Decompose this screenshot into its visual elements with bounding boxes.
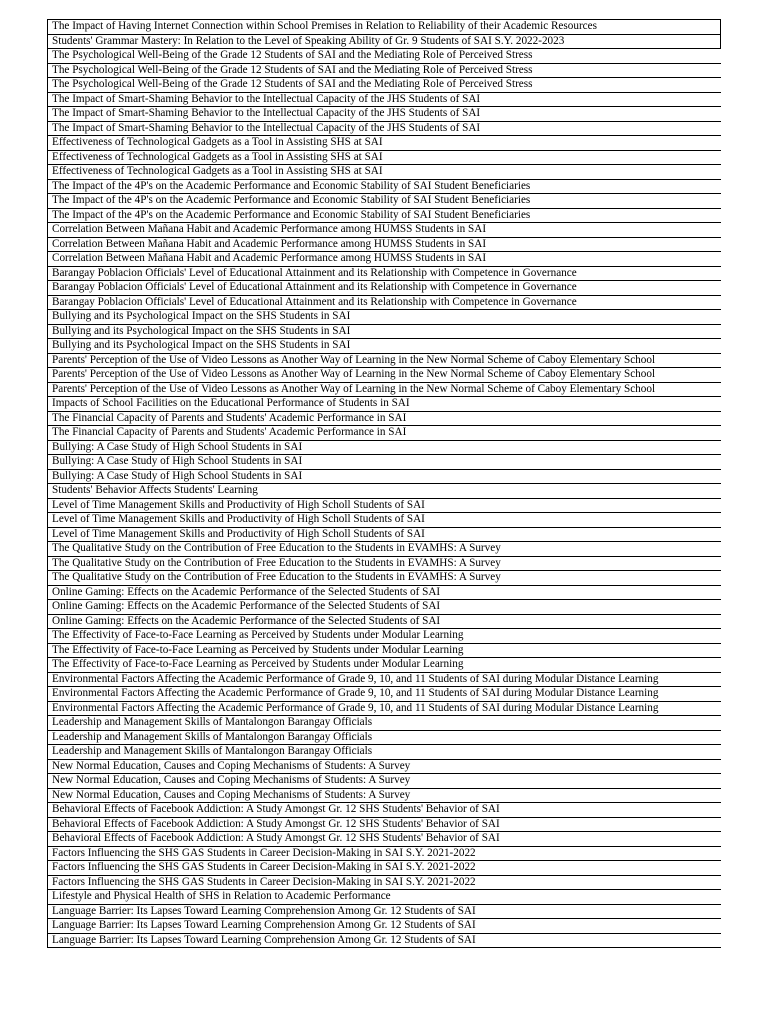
table-row[interactable]: Factors Influencing the SHS GAS Students in Career Decision-Making in SAI S.Y. 2021-2022: [47, 861, 721, 876]
table-row[interactable]: Online Gaming: Effects on the Academic Performance of the Selected Students of SAI: [47, 615, 721, 630]
table-row[interactable]: The Impact of the 4P's on the Academic Performance and Economic Stability of SAI Student Beneficiaries: [47, 194, 721, 209]
table-row[interactable]: Bullying: A Case Study of High School Students in SAI: [47, 441, 721, 456]
table-row[interactable]: Environmental Factors Affecting the Academic Performance of Grade 9, 10, and 11 Students of SAI during Modular Distance Learning: [47, 673, 721, 688]
table-row[interactable]: Parents' Perception of the Use of Video Lessons as Another Way of Learning in the New Normal Scheme of Caboy Elementary School: [47, 368, 721, 383]
table-row[interactable]: Barangay Poblacion Officials' Level of Educational Attainment and its Relationship with Competence in Governance: [47, 281, 721, 296]
table-row[interactable]: The Qualitative Study on the Contribution of Free Education to the Students in EVAMHS: A Survey: [47, 557, 721, 572]
table-row[interactable]: Leadership and Management Skills of Mantalongon Barangay Officials: [47, 745, 721, 760]
table-row[interactable]: The Effectivity of Face-to-Face Learning as Perceived by Students under Modular Learning: [47, 629, 721, 644]
table-row[interactable]: Level of Time Management Skills and Productivity of High Scholl Students of SAI: [47, 499, 721, 514]
table-row[interactable]: The Effectivity of Face-to-Face Learning as Perceived by Students under Modular Learning: [47, 644, 721, 659]
table-row[interactable]: The Impact of Having Internet Connection within School Premises in Relation to Reliability of their Academic Resources: [47, 20, 721, 35]
table-row[interactable]: Bullying and its Psychological Impact on the SHS Students in SAI: [47, 339, 721, 354]
table-row[interactable]: Students' Behavior Affects Students' Learning: [47, 484, 721, 499]
table-row[interactable]: Level of Time Management Skills and Productivity of High Scholl Students of SAI: [47, 513, 721, 528]
table-row[interactable]: Language Barrier: Its Lapses Toward Learning Comprehension Among Gr. 12 Students of SAI: [47, 905, 721, 920]
table-row[interactable]: Effectiveness of Technological Gadgets as a Tool in Assisting SHS at SAI: [47, 151, 721, 166]
table-row[interactable]: The Qualitative Study on the Contribution of Free Education to the Students in EVAMHS: A Survey: [47, 542, 721, 557]
table-row[interactable]: The Impact of Smart-Shaming Behavior to the Intellectual Capacity of the JHS Students of SAI: [47, 107, 721, 122]
table-row[interactable]: Barangay Poblacion Officials' Level of Educational Attainment and its Relationship with Competence in Governance: [47, 267, 721, 282]
table-row[interactable]: The Impact of Smart-Shaming Behavior to the Intellectual Capacity of the JHS Students of SAI: [47, 122, 721, 137]
table-row[interactable]: Bullying and its Psychological Impact on the SHS Students in SAI: [47, 325, 721, 340]
table-row[interactable]: Impacts of School Facilities on the Educational Performance of Students in SAI: [47, 397, 721, 412]
table-row[interactable]: Environmental Factors Affecting the Academic Performance of Grade 9, 10, and 11 Students of SAI during Modular Distance Learning: [47, 702, 721, 717]
table-row[interactable]: Behavioral Effects of Facebook Addiction: A Study Amongst Gr. 12 SHS Students' Behavior of SAI: [47, 803, 721, 818]
table-row[interactable]: The Financial Capacity of Parents and Students' Academic Performance in SAI: [47, 426, 721, 441]
table-row[interactable]: Bullying: A Case Study of High School Students in SAI: [47, 470, 721, 485]
table-row[interactable]: The Psychological Well-Being of the Grade 12 Students of SAI and the Mediating Role of Perceived Stress: [47, 78, 721, 93]
table-row[interactable]: The Effectivity of Face-to-Face Learning as Perceived by Students under Modular Learning: [47, 658, 721, 673]
table-row[interactable]: Parents' Perception of the Use of Video Lessons as Another Way of Learning in the New Normal Scheme of Caboy Elementary School: [47, 354, 721, 369]
table-row[interactable]: Students' Grammar Mastery: In Relation to the Level of Speaking Ability of Gr. 9 Students of SAI S.Y. 2022-2023: [47, 35, 721, 50]
table-row[interactable]: New Normal Education, Causes and Coping Mechanisms of Students: A Survey: [47, 760, 721, 775]
table-row[interactable]: Online Gaming: Effects on the Academic Performance of the Selected Students of SAI: [47, 586, 721, 601]
table-row[interactable]: Behavioral Effects of Facebook Addiction: A Study Amongst Gr. 12 SHS Students' Behavior of SAI: [47, 832, 721, 847]
table-row[interactable]: New Normal Education, Causes and Coping Mechanisms of Students: A Survey: [47, 789, 721, 804]
spreadsheet-column: [47, 19, 721, 948]
table-row[interactable]: Barangay Poblacion Officials' Level of Educational Attainment and its Relationship with Competence in Governance: [47, 296, 721, 311]
table-row[interactable]: Bullying: A Case Study of High School Students in SAI: [47, 455, 721, 470]
table-row[interactable]: Language Barrier: Its Lapses Toward Learning Comprehension Among Gr. 12 Students of SAI: [47, 934, 721, 949]
table-row[interactable]: Behavioral Effects of Facebook Addiction: A Study Amongst Gr. 12 SHS Students' Behavior of SAI: [47, 818, 721, 833]
table-row[interactable]: The Psychological Well-Being of the Grade 12 Students of SAI and the Mediating Role of Perceived Stress: [47, 49, 721, 64]
table-row[interactable]: Correlation Between Mañana Habit and Academic Performance among HUMSS Students in SAI: [47, 252, 721, 267]
table-row[interactable]: Bullying and its Psychological Impact on the SHS Students in SAI: [47, 310, 721, 325]
table-row[interactable]: The Impact of Smart-Shaming Behavior to the Intellectual Capacity of the JHS Students of SAI: [47, 93, 721, 108]
table-row[interactable]: Factors Influencing the SHS GAS Students in Career Decision-Making in SAI S.Y. 2021-2022: [47, 847, 721, 862]
table-row[interactable]: Level of Time Management Skills and Productivity of High Scholl Students of SAI: [47, 528, 721, 543]
table-row[interactable]: Effectiveness of Technological Gadgets as a Tool in Assisting SHS at SAI: [47, 136, 721, 151]
table-row[interactable]: Leadership and Management Skills of Mantalongon Barangay Officials: [47, 716, 721, 731]
table-row[interactable]: The Psychological Well-Being of the Grade 12 Students of SAI and the Mediating Role of Perceived Stress: [47, 64, 721, 79]
table-row[interactable]: Effectiveness of Technological Gadgets as a Tool in Assisting SHS at SAI: [47, 165, 721, 180]
table-row[interactable]: Online Gaming: Effects on the Academic Performance of the Selected Students of SAI: [47, 600, 721, 615]
table-row[interactable]: The Impact of the 4P's on the Academic Performance and Economic Stability of SAI Student Beneficiaries: [47, 180, 721, 195]
table-row[interactable]: Language Barrier: Its Lapses Toward Learning Comprehension Among Gr. 12 Students of SAI: [47, 919, 721, 934]
table-row[interactable]: Correlation Between Mañana Habit and Academic Performance among HUMSS Students in SAI: [47, 238, 721, 253]
table-row[interactable]: The Financial Capacity of Parents and Students' Academic Performance in SAI: [47, 412, 721, 427]
table-row[interactable]: The Qualitative Study on the Contribution of Free Education to the Students in EVAMHS: A Survey: [47, 571, 721, 586]
table-row[interactable]: The Impact of the 4P's on the Academic Performance and Economic Stability of SAI Student Beneficiaries: [47, 209, 721, 224]
table-row[interactable]: Environmental Factors Affecting the Academic Performance of Grade 9, 10, and 11 Students of SAI during Modular Distance Learning: [47, 687, 721, 702]
table-row[interactable]: Lifestyle and Physical Health of SHS in Relation to Academic Performance: [47, 890, 721, 905]
table-row[interactable]: Factors Influencing the SHS GAS Students in Career Decision-Making in SAI S.Y. 2021-2022: [47, 876, 721, 891]
table-row[interactable]: Leadership and Management Skills of Mantalongon Barangay Officials: [47, 731, 721, 746]
table-row[interactable]: Correlation Between Mañana Habit and Academic Performance among HUMSS Students in SAI: [47, 223, 721, 238]
table-row[interactable]: Parents' Perception of the Use of Video Lessons as Another Way of Learning in the New Normal Scheme of Caboy Elementary School: [47, 383, 721, 398]
table-row[interactable]: New Normal Education, Causes and Coping Mechanisms of Students: A Survey: [47, 774, 721, 789]
